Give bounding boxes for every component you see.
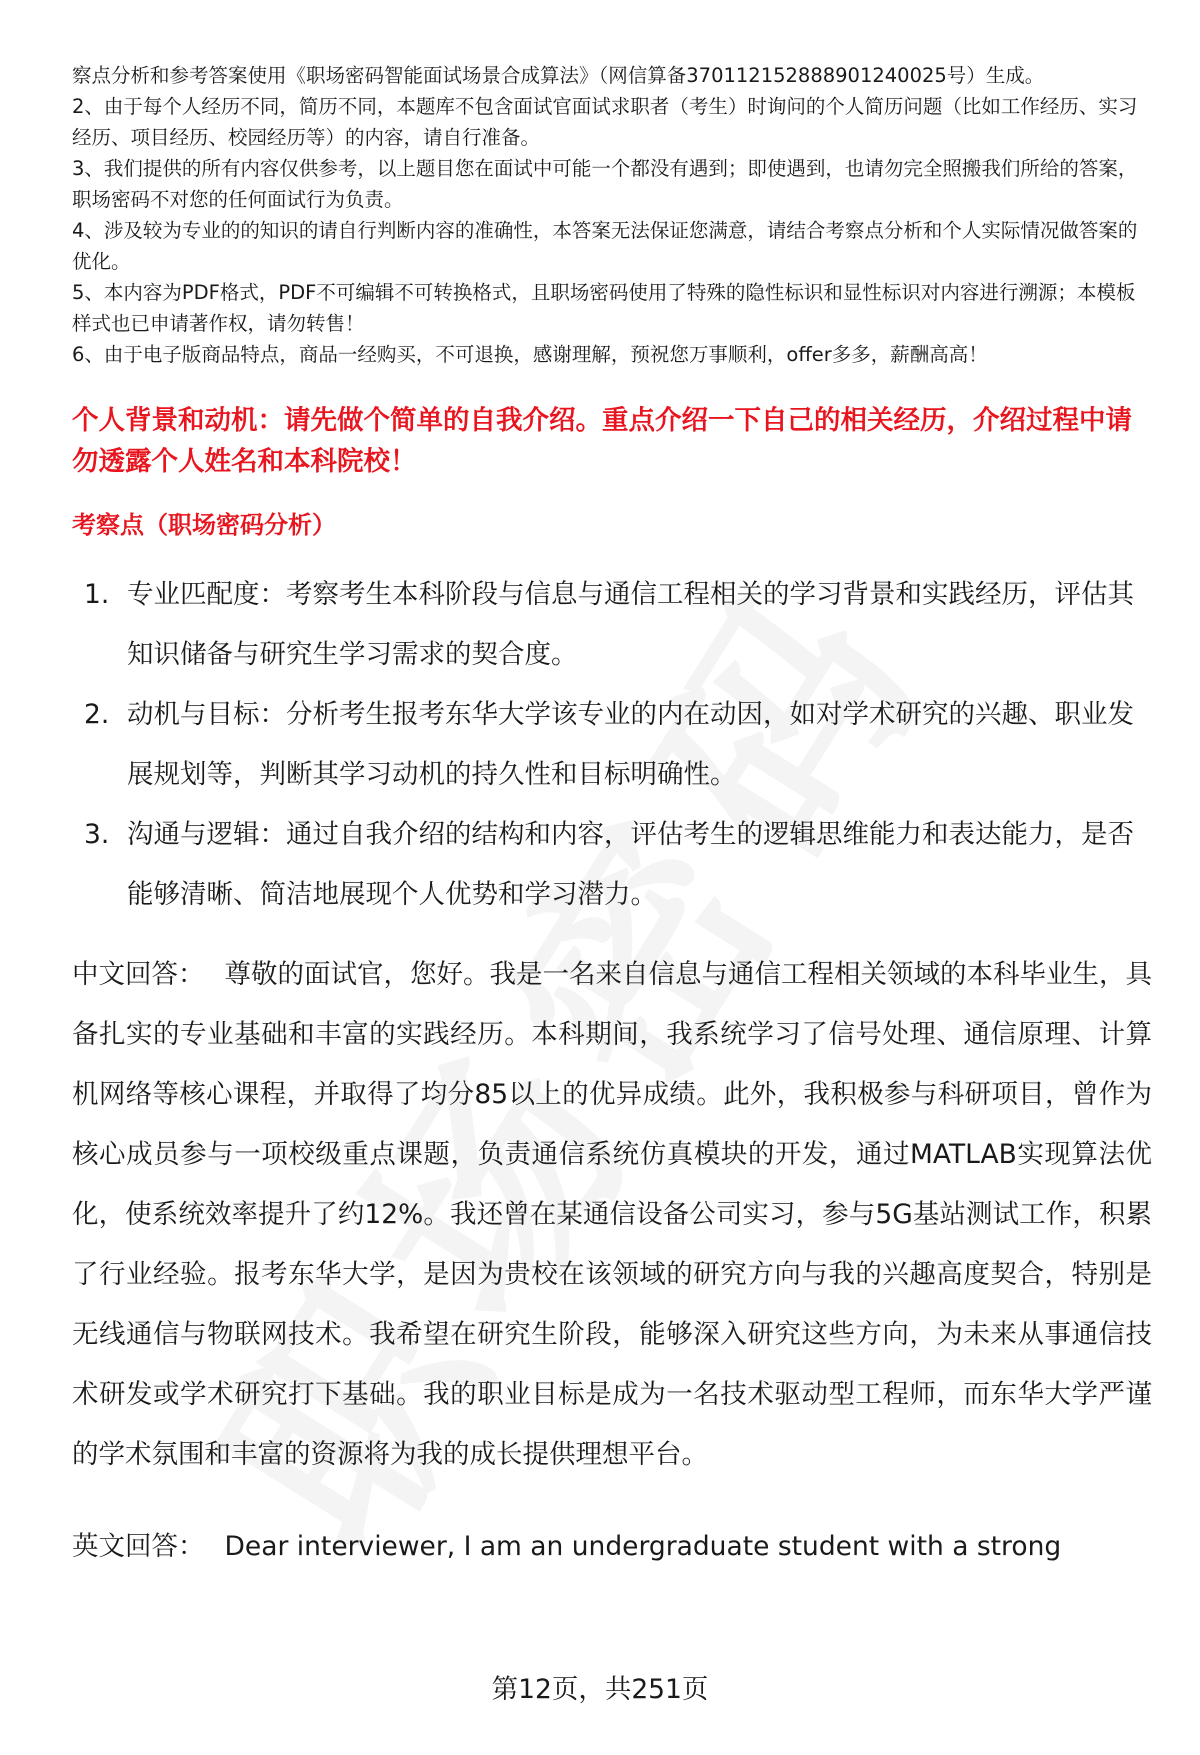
question-title: 个人背景和动机：请先做个简单的自我介绍。重点介绍一下自己的相关经历，介绍过程中请勿透露个人姓名和本科院校！ <box>72 405 1132 477</box>
list-item-number: 1. <box>84 579 110 610</box>
list-item <box>72 685 1152 805</box>
list-item <box>72 565 1152 685</box>
chinese-answer-text: 尊敬的面试官，您好。我是一名来自信息与通信工程相关领域的本科毕业生，具备扎实的专业基础和丰富的实践经历。本科期间，我系统学习了信号处理、通信原理、计算机网络等核心课程，并取得了均分85以上的优异成绩。此外，我积极参与科研项目，曾作为核心成员参与一项校级重点课题，负责通信系统仿真模块的开发，通过MATLAB实现算法优化，使系统效率提升了约12%。我还曾在某通信设备公司实习，参与5G基站测试工作，积累了行业经验。报考东华大学，是因为贵校在该领域的研究方向与我的兴趣高度契合，特别是无线通信与物联网技术。我希望在研究生阶段，能够深入研究这些方向，为未来从事通信技术研发或学术研究打下基础。我的职业目标是成为一名技术驱动型工程师，而东华大学严谨的学术氛围和丰富的资源将为我的成长提供理想平台。 <box>72 959 1152 1470</box>
list-item-text: 动机与目标：分析考生报考东华大学该专业的内在动因，如对学术研究的兴趣、职业发展规划等，判断其学习动机的持久性和目标明确性。 <box>127 699 1134 790</box>
english-answer <box>72 1517 1152 1577</box>
notice-line: 5、本内容为PDF格式，PDF不可编辑不可转换格式，且职场密码使用了特殊的隐性标识和显性标识对内容进行溯源；本模板样式也已申请著作权，请勿转售！ <box>72 281 1136 335</box>
notice-line: 察点分析和参考答案使用《职场密码智能面试场景合成算法》（网信算备370112152888901240025号）生成。 <box>72 64 1045 87</box>
page-number: 第12页，共251页 <box>491 1674 709 1705</box>
chinese-answer <box>72 945 1152 1485</box>
analysis-heading: 考察点（职场密码分析） <box>72 511 336 539</box>
list-item-text: 专业匹配度：考察考生本科阶段与信息与通信工程相关的学习背景和实践经历，评估其知识储备与研究生学习需求的契合度。 <box>127 579 1134 670</box>
chinese-answer-label: 中文回答： <box>72 959 205 990</box>
list-item <box>72 805 1152 925</box>
notice-line: 2、由于每个人经历不同，简历不同，本题库不包含面试官面试求职者（考生）时询问的个人简历问题（比如工作经历、实习经历、项目经历、校园经历等）的内容，请自行准备。 <box>72 95 1138 149</box>
english-answer-text: Dear interviewer, I am an undergraduate student with a strong <box>224 1531 1062 1562</box>
page-content <box>72 60 1152 1577</box>
analysis-points-list <box>72 565 1152 925</box>
list-item-number: 2. <box>84 699 110 730</box>
english-answer-label: 英文回答： <box>72 1531 205 1562</box>
list-item-number: 3. <box>84 819 110 850</box>
notice-line: 6、由于电子版商品特点，商品一经购买，不可退换，感谢理解，预祝您万事顺利，offer多多，薪酬高高！ <box>72 343 988 366</box>
notice-block <box>72 60 1152 370</box>
notice-line: 3、我们提供的所有内容仅供参考，以上题目您在面试中可能一个都没有遇到；即使遇到，也请勿完全照搬我们所给的答案，职场密码不对您的任何面试行为负责。 <box>72 157 1138 211</box>
notice-line: 4、涉及较为专业的的知识的请自行判断内容的准确性，本答案无法保证您满意，请结合考察点分析和个人实际情况做答案的优化。 <box>72 219 1138 273</box>
list-item-text: 沟通与逻辑：通过自我介绍的结构和内容，评估考生的逻辑思维能力和表达能力，是否能够清晰、简洁地展现个人优势和学习潜力。 <box>127 819 1134 910</box>
